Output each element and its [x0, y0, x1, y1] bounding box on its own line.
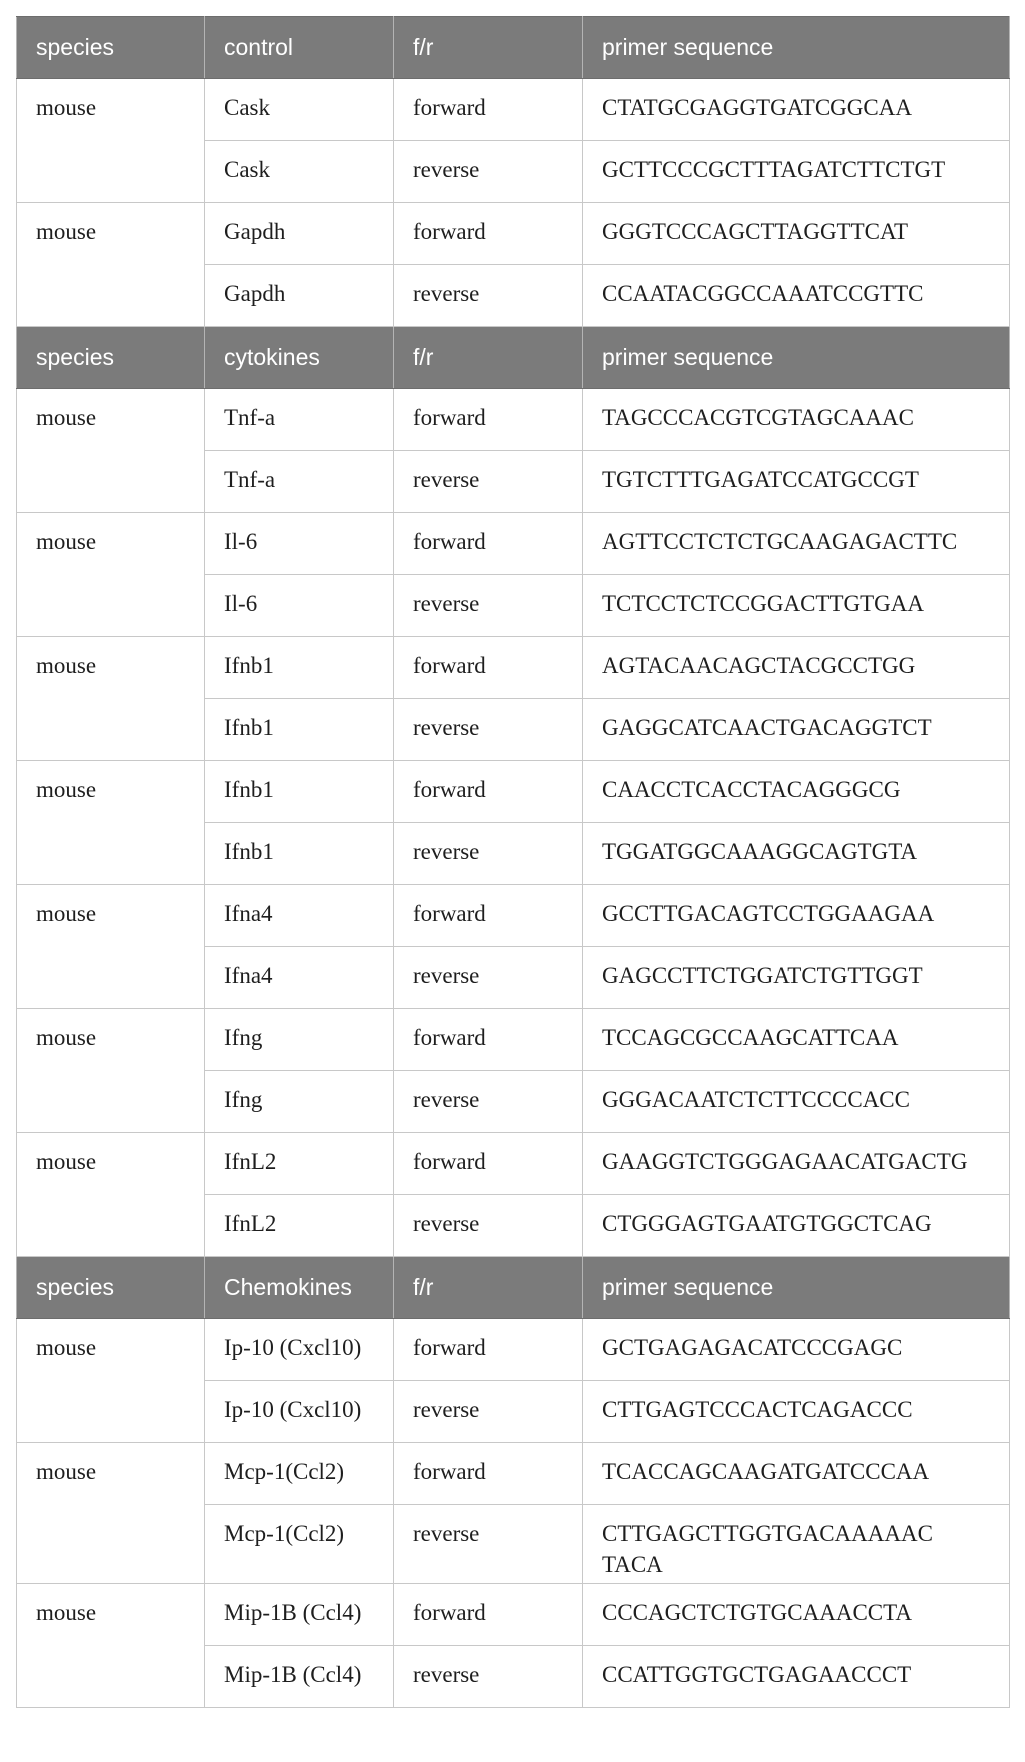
- section-header-row: [17, 327, 1010, 389]
- sequence-cell: TGTCTTTGAGATCCATGCCGT: [583, 451, 1010, 513]
- sequence-cell: CCAATACGGCCAAATCCGTTC: [583, 265, 1010, 327]
- species-header: species: [17, 1257, 205, 1319]
- direction-cell: forward: [394, 1319, 583, 1381]
- gene-cell: Ifna4: [205, 947, 394, 1009]
- section-header-row: [17, 1257, 1010, 1319]
- sequence-cell: GAGGCATCAACTGACAGGTCT: [583, 699, 1010, 761]
- sequence-cell: TGGATGGCAAAGGCAGTGTA: [583, 823, 1010, 885]
- species-cell: mouse: [17, 637, 205, 761]
- sequence-cell: GCCTTGACAGTCCTGGAAGAA: [583, 885, 1010, 947]
- direction-cell: forward: [394, 513, 583, 575]
- gene-cell: Ifnb1: [205, 823, 394, 885]
- sequence-cell: GAAGGTCTGGGAGAACATGACTG: [583, 1133, 1010, 1195]
- direction-cell: reverse: [394, 265, 583, 327]
- direction-cell: reverse: [394, 451, 583, 513]
- sequence-cell: GGGACAATCTCTTCCCCACC: [583, 1071, 1010, 1133]
- table-row: [17, 513, 1010, 575]
- species-cell: mouse: [17, 885, 205, 1009]
- direction-cell: reverse: [394, 947, 583, 1009]
- gene-cell: Cask: [205, 141, 394, 203]
- direction-header: f/r: [394, 17, 583, 79]
- species-cell: mouse: [17, 79, 205, 203]
- direction-cell: forward: [394, 761, 583, 823]
- direction-cell: forward: [394, 1009, 583, 1071]
- table-row: [17, 1319, 1010, 1381]
- sequence-cell: CTTGAGTCCCACTCAGACCC: [583, 1381, 1010, 1443]
- direction-cell: reverse: [394, 575, 583, 637]
- gene-cell: Cask: [205, 79, 394, 141]
- gene-cell: Ip-10 (Cxcl10): [205, 1381, 394, 1443]
- section-header-row: [17, 17, 1010, 79]
- sequence-cell: GAGCCTTCTGGATCTGTTGGT: [583, 947, 1010, 1009]
- gene-cell: Tnf-a: [205, 389, 394, 451]
- sequence-cell: GGGTCCCAGCTTAGGTTCAT: [583, 203, 1010, 265]
- primer-table: [16, 16, 1010, 1708]
- category-header: Chemokines: [205, 1257, 394, 1319]
- species-header: species: [17, 327, 205, 389]
- direction-cell: reverse: [394, 1505, 583, 1584]
- species-cell: mouse: [17, 1319, 205, 1443]
- sequence-header: primer sequence: [583, 1257, 1010, 1319]
- species-cell: mouse: [17, 389, 205, 513]
- sequence-cell: GCTGAGAGACATCCCGAGC: [583, 1319, 1010, 1381]
- direction-cell: reverse: [394, 1381, 583, 1443]
- gene-cell: Il-6: [205, 513, 394, 575]
- species-cell: mouse: [17, 1584, 205, 1708]
- sequence-cell: CTTGAGCTTGGTGACAAAAAC TACA: [583, 1505, 1010, 1584]
- direction-cell: reverse: [394, 1646, 583, 1708]
- species-cell: mouse: [17, 1133, 205, 1257]
- sequence-cell: CTGGGAGTGAATGTGGCTCAG: [583, 1195, 1010, 1257]
- sequence-cell: TAGCCCACGTCGTAGCAAAC: [583, 389, 1010, 451]
- direction-cell: forward: [394, 1443, 583, 1505]
- table-row: [17, 1584, 1010, 1646]
- sequence-cell: CAACCTCACCTACAGGGCG: [583, 761, 1010, 823]
- species-cell: mouse: [17, 1009, 205, 1133]
- direction-cell: reverse: [394, 699, 583, 761]
- gene-cell: Ifng: [205, 1071, 394, 1133]
- sequence-cell: TCCAGCGCCAAGCATTCAA: [583, 1009, 1010, 1071]
- table-row: [17, 1009, 1010, 1071]
- species-header: species: [17, 17, 205, 79]
- direction-cell: reverse: [394, 823, 583, 885]
- sequence-cell: TCACCAGCAAGATGATCCCAA: [583, 1443, 1010, 1505]
- sequence-cell: GCTTCCCGCTTTAGATCTTCTGT: [583, 141, 1010, 203]
- direction-cell: reverse: [394, 1195, 583, 1257]
- direction-cell: forward: [394, 1133, 583, 1195]
- direction-cell: forward: [394, 885, 583, 947]
- sequence-cell: TCTCCTCTCCGGACTTGTGAA: [583, 575, 1010, 637]
- sequence-header: primer sequence: [583, 327, 1010, 389]
- direction-header: f/r: [394, 327, 583, 389]
- gene-cell: Mip-1B (Ccl4): [205, 1584, 394, 1646]
- gene-cell: Ifnb1: [205, 699, 394, 761]
- gene-cell: Ifna4: [205, 885, 394, 947]
- gene-cell: Mcp-1(Ccl2): [205, 1505, 394, 1584]
- gene-cell: Ifng: [205, 1009, 394, 1071]
- direction-cell: reverse: [394, 1071, 583, 1133]
- gene-cell: IfnL2: [205, 1133, 394, 1195]
- direction-cell: forward: [394, 203, 583, 265]
- gene-cell: IfnL2: [205, 1195, 394, 1257]
- sequence-cell: CCATTGGTGCTGAGAACCCT: [583, 1646, 1010, 1708]
- sequence-cell: CTATGCGAGGTGATCGGCAA: [583, 79, 1010, 141]
- sequence-cell: AGTTCCTCTCTGCAAGAGACTTC: [583, 513, 1010, 575]
- species-cell: mouse: [17, 513, 205, 637]
- gene-cell: Gapdh: [205, 265, 394, 327]
- direction-cell: forward: [394, 389, 583, 451]
- primer-table-body: [17, 17, 1010, 1708]
- direction-cell: forward: [394, 79, 583, 141]
- gene-cell: Gapdh: [205, 203, 394, 265]
- gene-cell: Mcp-1(Ccl2): [205, 1443, 394, 1505]
- species-cell: mouse: [17, 761, 205, 885]
- table-row: [17, 203, 1010, 265]
- direction-cell: forward: [394, 1584, 583, 1646]
- gene-cell: Ifnb1: [205, 761, 394, 823]
- category-header: cytokines: [205, 327, 394, 389]
- table-row: [17, 1133, 1010, 1195]
- category-header: control: [205, 17, 394, 79]
- table-row: [17, 637, 1010, 699]
- gene-cell: Il-6: [205, 575, 394, 637]
- table-row: [17, 1443, 1010, 1505]
- gene-cell: Mip-1B (Ccl4): [205, 1646, 394, 1708]
- sequence-cell: CCCAGCTCTGTGCAAACCTA: [583, 1584, 1010, 1646]
- direction-header: f/r: [394, 1257, 583, 1319]
- gene-cell: Ip-10 (Cxcl10): [205, 1319, 394, 1381]
- gene-cell: Ifnb1: [205, 637, 394, 699]
- table-row: [17, 79, 1010, 141]
- table-row: [17, 885, 1010, 947]
- species-cell: mouse: [17, 203, 205, 327]
- sequence-cell: AGTACAACAGCTACGCCTGG: [583, 637, 1010, 699]
- direction-cell: forward: [394, 637, 583, 699]
- gene-cell: Tnf-a: [205, 451, 394, 513]
- table-row: [17, 761, 1010, 823]
- table-row: [17, 389, 1010, 451]
- species-cell: mouse: [17, 1443, 205, 1584]
- direction-cell: reverse: [394, 141, 583, 203]
- sequence-header: primer sequence: [583, 17, 1010, 79]
